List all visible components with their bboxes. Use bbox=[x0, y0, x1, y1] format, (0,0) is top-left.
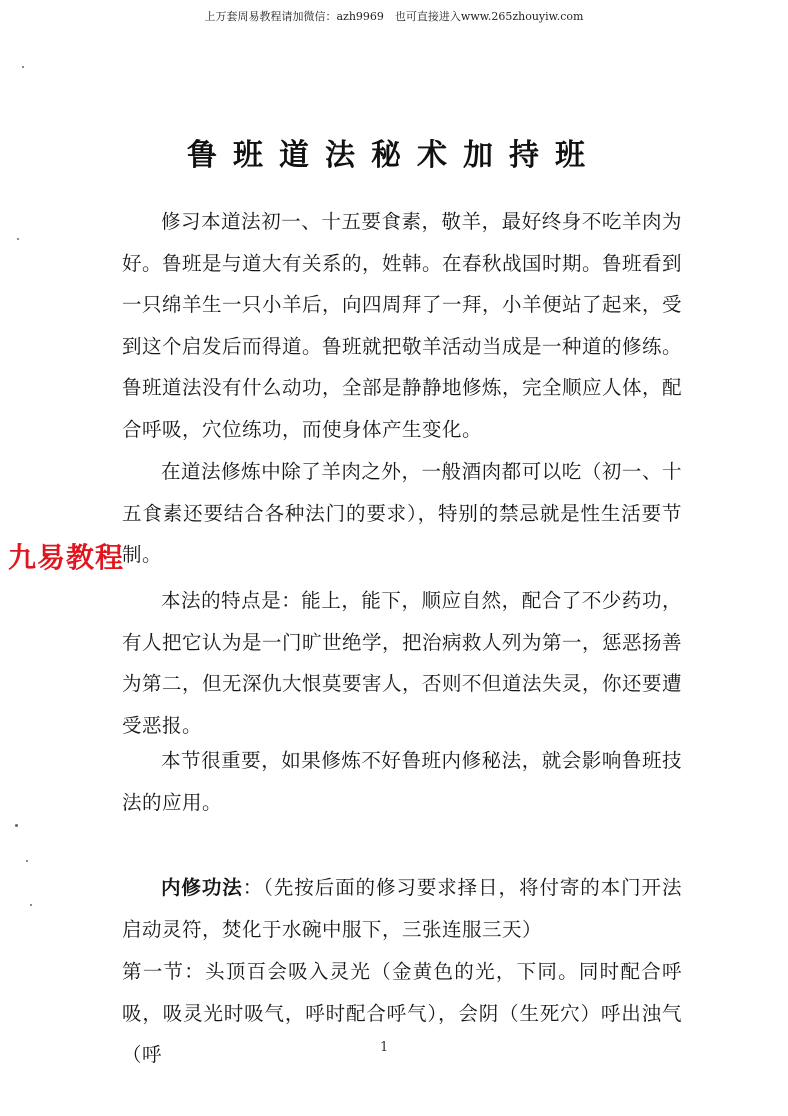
paragraph-5 bbox=[122, 867, 682, 950]
paragraph-2: 在道法修炼中除了羊肉之外，一般酒肉都可以吃（初一、十五食素还要结合各种法门的要求），特别的禁忌就是性生活要节制。 bbox=[122, 460, 682, 566]
watermark-logo: 九易教程 bbox=[8, 541, 125, 574]
paragraph-3: 本法的特点是：能上，能下，顺应自然，配合了不少药功，有人把它认为是一门旷世绝学，把治病救人列为第一，惩恶扬善为第二，但无深仇大恨莫要害人，否则不但道法失灵，你还要遭受恶报。 bbox=[122, 589, 683, 737]
scan-speck bbox=[26, 860, 28, 862]
scan-speck bbox=[15, 824, 18, 827]
paragraph-6: 第一节：头顶百会吸入灵光（金黄色的光，下同。同时配合呼吸，吸灵光时吸气，呼时配合呼气），会阴（生死穴）呼出浊气（呼 bbox=[122, 960, 682, 1066]
scan-speck bbox=[17, 238, 19, 240]
scan-speck bbox=[22, 66, 24, 68]
section-label: 内修功法 bbox=[161, 876, 243, 899]
paragraph-4: 本节很重要，如果修炼不好鲁班内修秘法，就会影响鲁班技法的应用。 bbox=[122, 749, 682, 814]
document-title: 鲁班道法秘术加持班 bbox=[187, 138, 601, 173]
section-intro: ：（先按后面的修习要求择日，将付寄的本门开法启动灵符，焚化于水碗中服下，三张连服三天） bbox=[122, 876, 682, 941]
scan-speck bbox=[30, 904, 32, 906]
page-header-text: 上万套周易教程请加微信：azh9969 也可直接进入www.265zhouyiw.com bbox=[204, 10, 584, 23]
page-number: 1 bbox=[380, 1040, 389, 1055]
paragraph-1: 修习本道法初一、十五要食素，敬羊，最好终身不吃羊肉为好。鲁班是与道大有关系的，姓韩。在春秋战国时期。鲁班看到一只绵羊生一只小羊后，向四周拜了一拜，小羊便站了起来，受到这个启发后而得道。鲁班就把敬羊活动当成是一种道的修练。鲁班道法没有什么动功，全部是静静地修炼，完全顺应人体，配合呼吸，穴位练功，而使身体产生变化。 bbox=[122, 210, 683, 441]
